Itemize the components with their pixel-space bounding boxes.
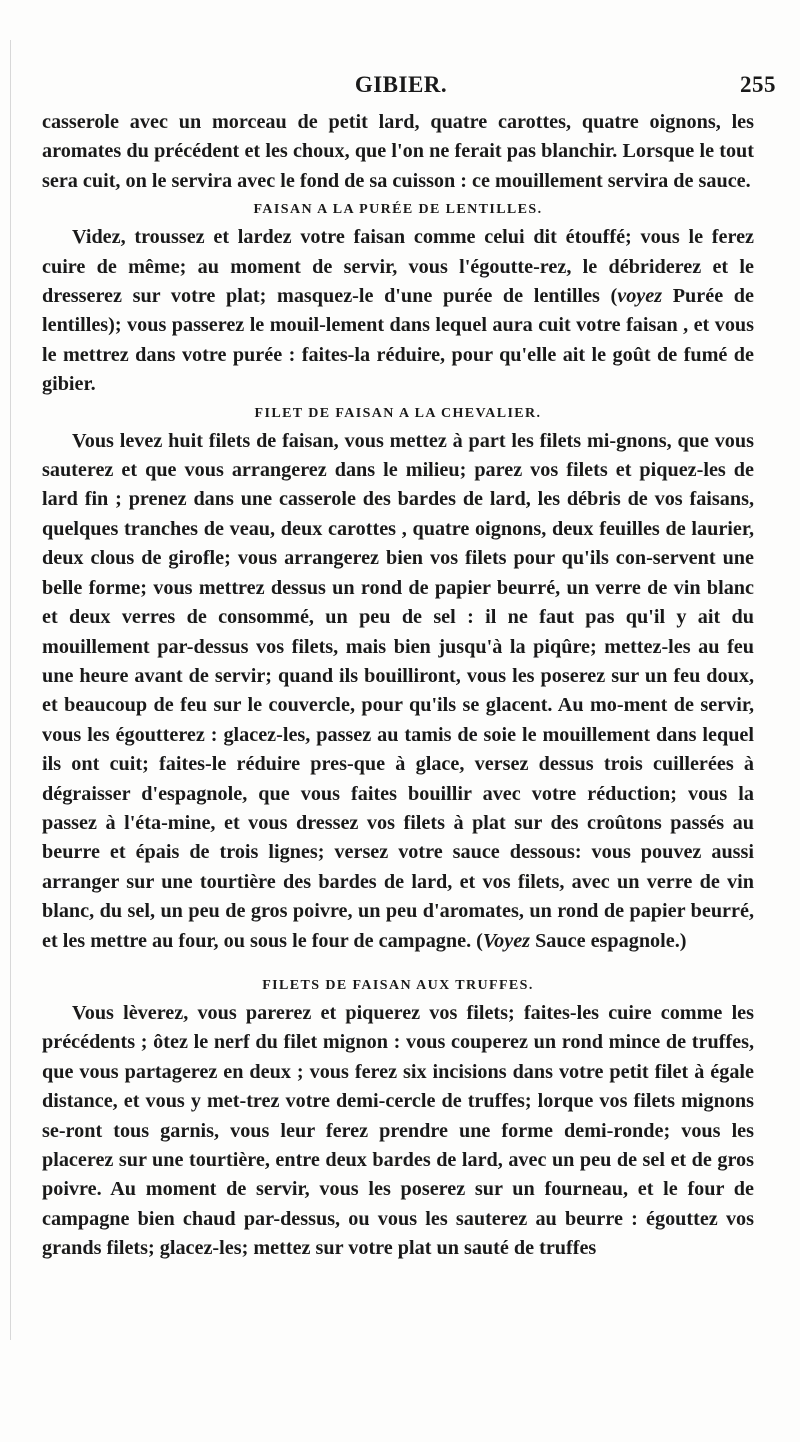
- paragraph-truffes: Vous lèverez, vous parerez et piquerez vos filets; faites-les cuire comme les précédents ; ôtez le nerf du filet mignon : vous couperez un rond mince de truffes, que vous partagerez en deux ; vous ferez six incisions dans votre petit filet à égale distance, et vous y met-trez votre demi-cercle de truffes; lorque vos filets mignons se-ront tous garnis, vous leur ferez prendre une forme demi-ronde; vous les placerez sur une tourtière, entre deux bardes de lard, avec un peu de sel et de gros poivre. Au moment de servir, vous les poserez sur un fourneau, et le four de campagne bien chaud par-dessus, ou vous les sauterez au beurre : égouttez vos grands filets; glacez-les; mettez sur votre plat un sauté de truffes: [42, 1001, 754, 1260]
- paragraph-puree-lentilles: [42, 223, 754, 399]
- running-head-title: GIBIER.: [354, 72, 448, 97]
- page-number: 255: [740, 72, 776, 97]
- section-heading-chevalier: FILET DE FAISAN A LA CHEVALIER.: [254, 405, 542, 421]
- running-head: [26, 72, 776, 102]
- text-segment: Sauce espagnole.): [530, 929, 687, 952]
- text-segment: Videz, troussez et lardez votre faisan comme celui dit étouffé; vous le ferez cuire de même; au moment de servir, vous l'égoutte-rez, le débriderez et le dresserez sur votre plat; masquez-le d'une purée de lentilles (: [42, 226, 754, 308]
- paragraph-continued: casserole avec un morceau de petit lard, quatre carottes, quatre oignons, les aromates du précédent et les choux, que l'on ne ferait pas blanchir. Lorsque le tout sera cuit, on le servira avec le fond de sa cuisson : ce mouillement servira de sauce.: [42, 111, 754, 192]
- text-segment: Vous levez huit filets de faisan, vous mettez à part les filets mi-gnons, que vous sauterez et que vous arrangerez dans le milieu; parez vos filets et piquez-les de lard fin ; prenez dans une casserole des bardes de lard, les débris de vos faisans, quelques tranches de veau, deux carottes , quatre oignons, deux feuilles de laurier, deux clous de girofle; vous arrangerez bien vos filets pour qu'ils con-servent une belle forme; vous mettrez dessus un rond de papier beurré, un verre de vin blanc et deux verres de consommé, un peu de sel : il ne faut pas qu'il y ait du mouillement par-dessus vos filets, mais bien jusqu'à la piqûre; mettez-les au feu une heure avant de servir; quand ils bouilliront, vous les poserez sur un feu doux, et beaucoup de feu sur le couvercle, pour qu'ils se glacent. Au mo-ment de servir, vous les égoutterez : glacez-les, passez au tamis de soie le mouillement dans lequel ils ont cuit; faites-le réduire pres-que à glace, versez dessus trois cuillerées à dégraisser d'espagnole, que vous faites bouillir avec votre réduction; vous la passez à l'éta-mine, et vous dressez vos filets à plat sur des croûtons passés au beurre et épais de trois lignes; versez votre sauce dessous: vous pouvez aussi arranger sur une tourtière des bardes de lard, et vos filets, avec un verre de vin blanc, du sel, un peu de gros poivre, un peu d'aromates, un rond de papier beurré, et les mettre au four, ou sous le four de campagne. (: [42, 429, 754, 952]
- cross-reference: Voyez: [482, 929, 531, 952]
- page-gutter-edge: [10, 40, 11, 1340]
- section-heading-truffes: FILETS DE FAISAN AUX TRUFFES.: [262, 977, 534, 993]
- cross-reference: voyez: [617, 285, 663, 308]
- section-heading-puree-lentilles: FAISAN A LA PURÉE DE LENTILLES.: [253, 202, 543, 218]
- page-body: [42, 108, 754, 1264]
- paragraph-chevalier: [42, 427, 754, 956]
- text-segment: Purée de lentilles); vous passerez le mouil-lement dans lequel aura cuit votre faisan , et vous le mettrez dans votre purée : faites-la réduire, pour qu'elle ait le goût de fumé de gibier.: [42, 285, 754, 396]
